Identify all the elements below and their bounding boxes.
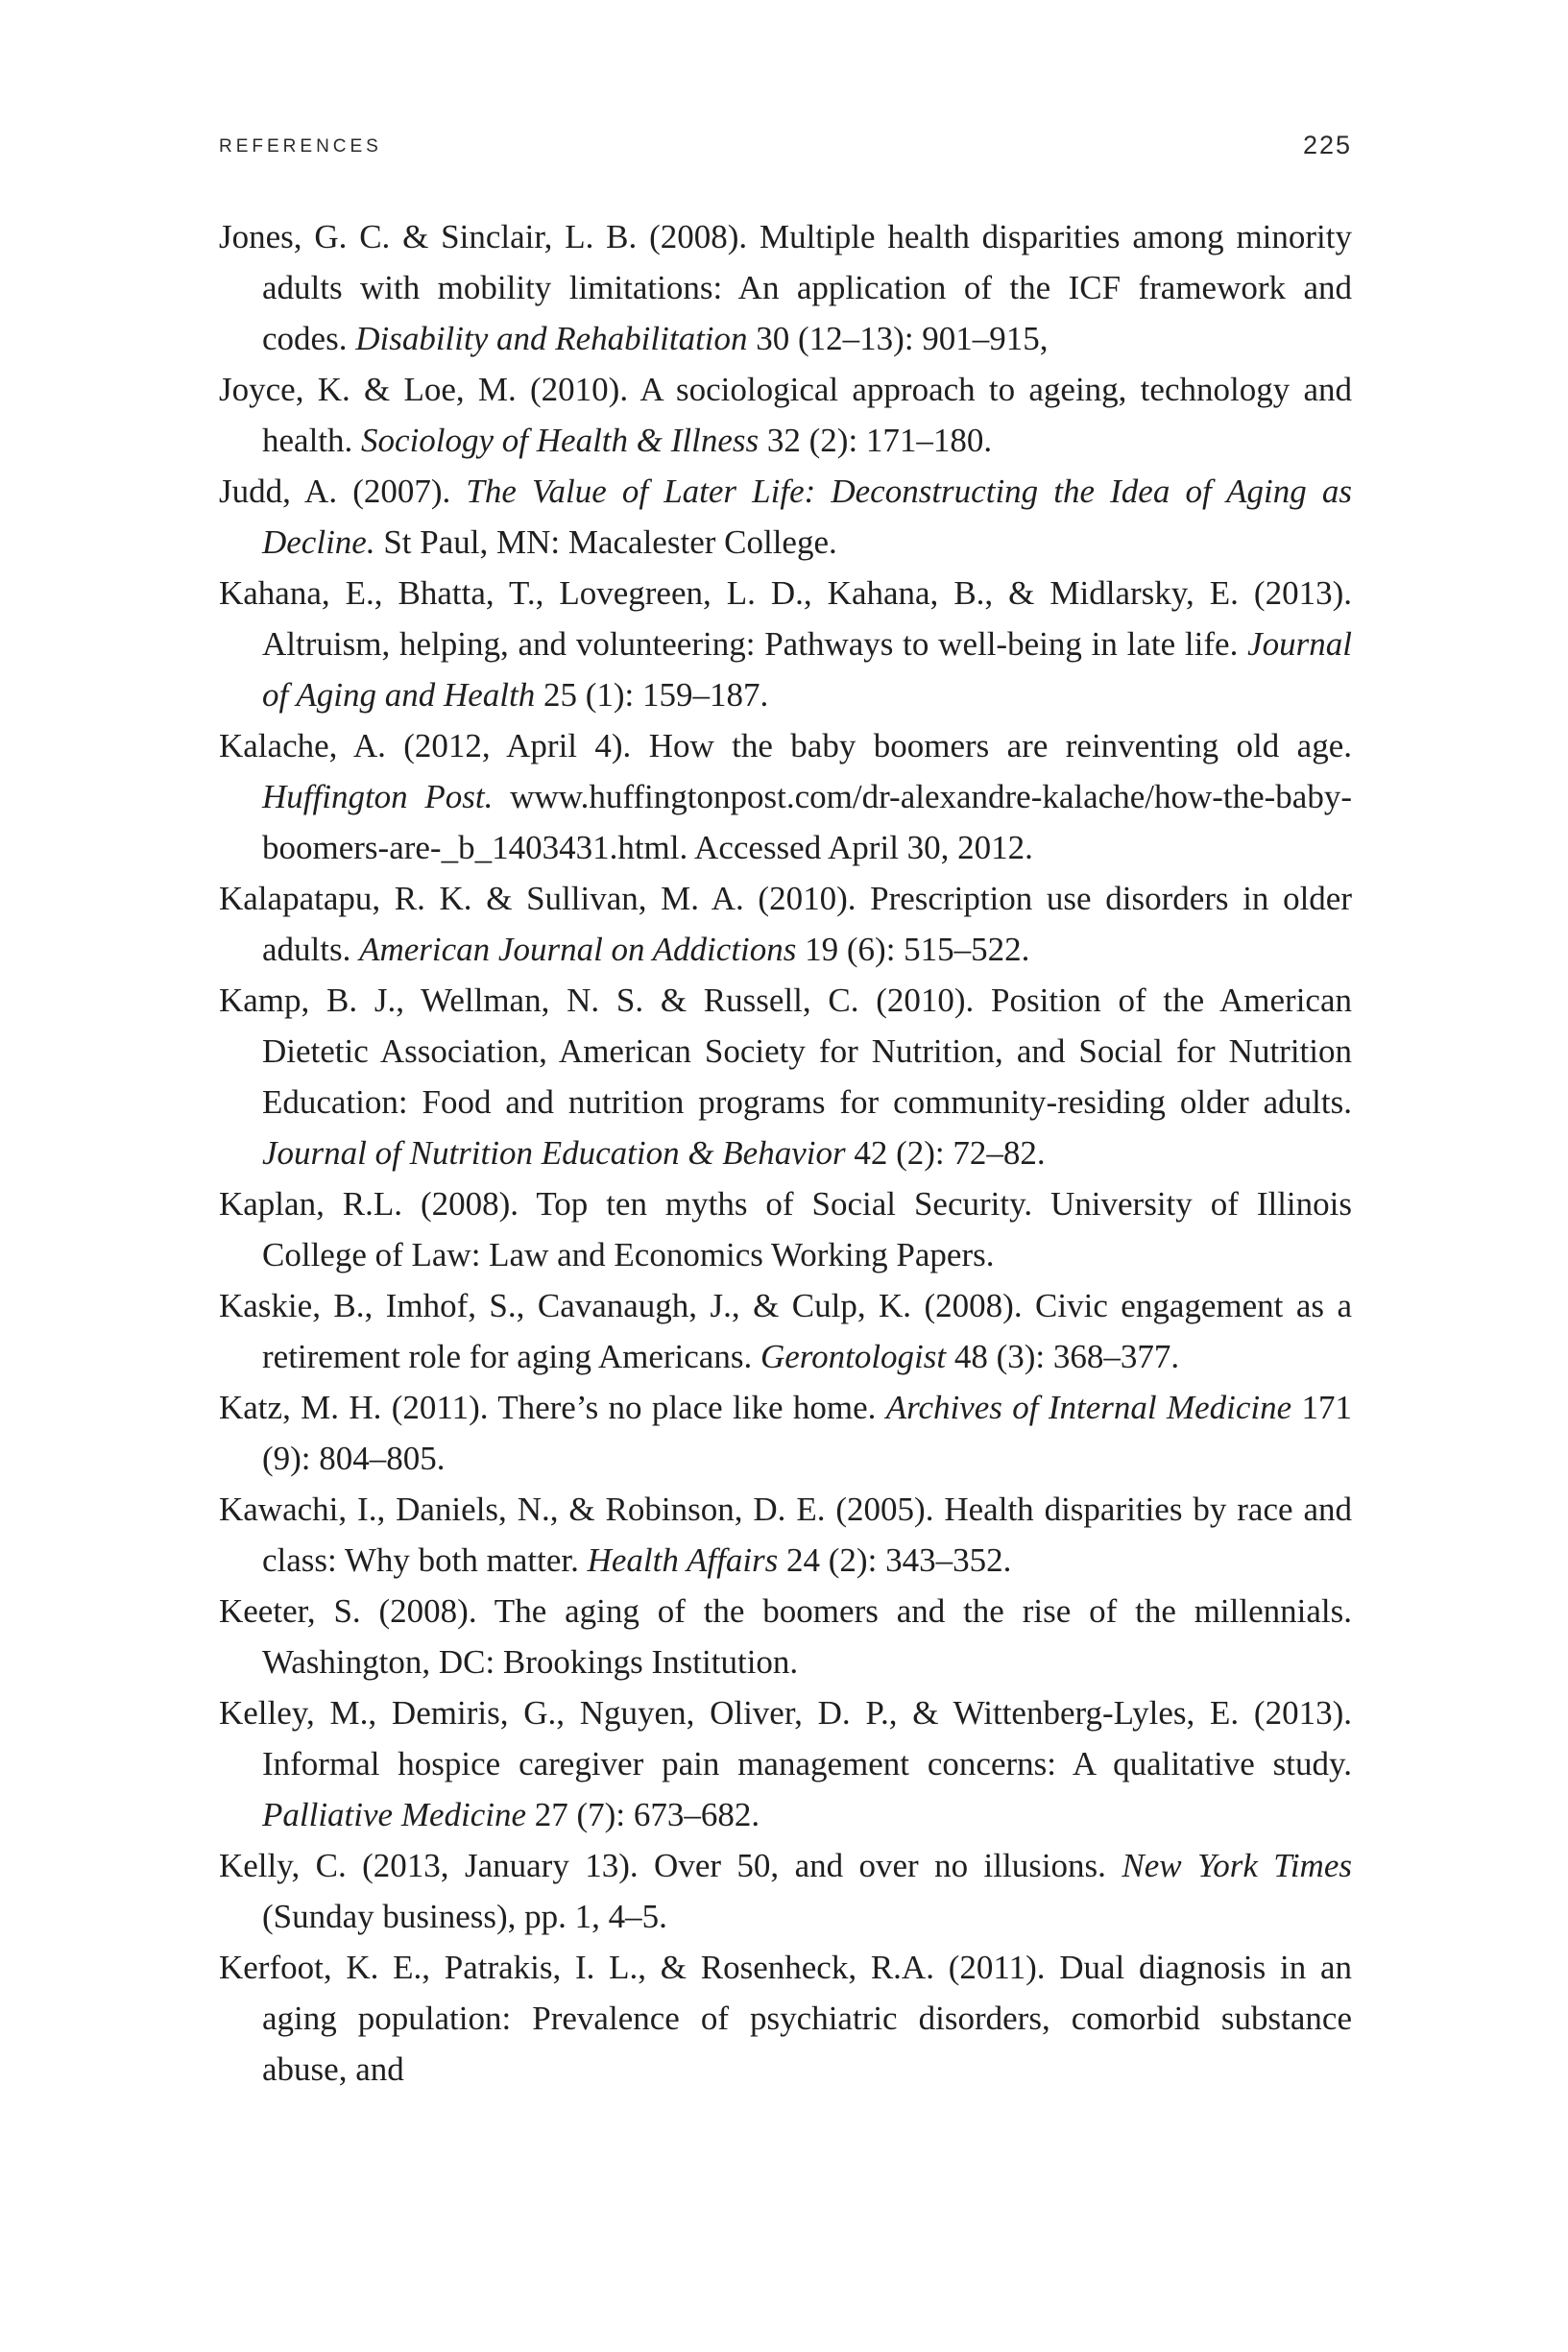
reference-entry: Judd, A. (2007). The Value of Later Life: Deconstructing the Idea of Aging as Decline. St Paul, MN: Macalester College. — [219, 473, 1352, 561]
reference-entry: Kamp, B. J., Wellman, N. S. & Russell, C. (2010). Position of the American Dietetic Association, American Society for Nutrition, and Social for Nutrition Education: Food and nutrition programs for community-residing older adults. Journal of Nutrition Education & Behavior 42 (2): 72–82. — [219, 982, 1352, 1172]
reference-entry: Kaskie, B., Imhof, S., Cavanaugh, J., & Culp, K. (2008). Civic engagement as a retirement role for aging Americans. Gerontologist 48 (3): 368–377. — [219, 1287, 1352, 1375]
reference-entry: Kelly, C. (2013, January 13). Over 50, and over no illusions. New York Times (Sunday business), pp. 1, 4–5. — [219, 1847, 1352, 1935]
reference-entry: Katz, M. H. (2011). There’s no place like home. Archives of Internal Medicine 171 (9): 804–805. — [219, 1389, 1353, 1477]
reference-entry: Kalapatapu, R. K. & Sullivan, M. A. (2010). Prescription use disorders in older adults. American Journal on Addictions 19 (6): 515–522. — [219, 880, 1352, 968]
page-number: 225 — [1302, 131, 1352, 159]
reference-entry: Joyce, K. & Loe, M. (2010). A sociological approach to ageing, technology and health. Sociology of Health & Illness 32 (2): 171–180. — [219, 371, 1352, 459]
reference-entry: Keeter, S. (2008). The aging of the boomers and the rise of the millennials. Washington, DC: Brookings Institution. — [219, 1592, 1352, 1681]
reference-entry: Jones, G. C. & Sinclair, L. B. (2008). Multiple health disparities among minority adults with mobility limitations: An application of the ICF framework and codes. Disability and Rehabilitation 30 (12–13): 901–915, — [219, 218, 1352, 357]
page-header — [219, 131, 1352, 169]
reference-entry: Kerfoot, K. E., Patrakis, I. L., & Rosenheck, R.A. (2011). Dual diagnosis in an aging population: Prevalence of psychiatric disorders, comorbid substance abuse, and — [219, 1949, 1352, 2088]
reference-entry: Kahana, E., Bhatta, T., Lovegreen, L. D., Kahana, B., & Midlarsky, E. (2013). Altruism, helping, and volunteering: Pathways to well-being in late life. Journal of Aging and Health 25 (1): 159–187. — [219, 574, 1352, 714]
reference-entry: Kalache, A. (2012, April 4). How the baby boomers are reinventing old age. Huffington Post. www.huffingtonpost.com/dr-alexandre-kalache/how-the-baby-boomers-are-_b_1403431.html. Accessed April 30, 2012. — [219, 727, 1352, 866]
reference-entry: Kaplan, R.L. (2008). Top ten myths of Social Security. University of Illinois College of Law: Law and Economics Working Papers. — [219, 1185, 1352, 1273]
running-head: REFERENCES — [219, 136, 382, 157]
reference-list — [219, 211, 1352, 2095]
reference-entry: Kawachi, I., Daniels, N., & Robinson, D. E. (2005). Health disparities by race and class: Why both matter. Health Affairs 24 (2): 343–352. — [219, 1491, 1352, 1579]
reference-entry: Kelley, M., Demiris, G., Nguyen, Oliver, D. P., & Wittenberg-Lyles, E. (2013). Informal hospice caregiver pain management concerns: A qualitative study. Palliative Medicine 27 (7): 673–682. — [219, 1694, 1352, 1833]
